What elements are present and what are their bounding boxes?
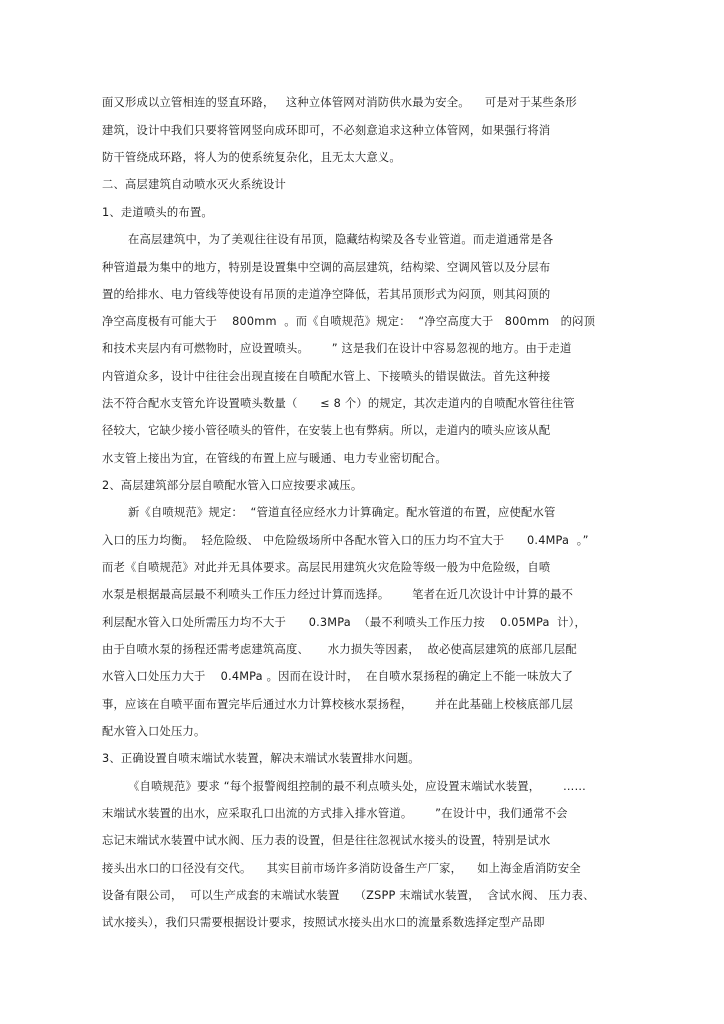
text-line: 而老《自喷规范》对此并无具体要求。高层民用建筑火灾危险等级一般为中危险级，自喷 <box>102 561 551 574</box>
text-line: 在高层建筑中，为了美观往往设有吊顶，隐藏结构梁及各专业管道。而走道通常是各 <box>128 233 554 246</box>
text-line: 配水管入口处压力。 <box>102 725 206 738</box>
text-line: 忘记末端试水装置中试水阀、压力表的设置，但是往往忽视试水接头的设置，特别是试水 <box>102 834 551 847</box>
text-line: 末端试水装置的出水，应采取孔口出流的方式排入排水管道。 ”在设计中，我们通常不会 <box>102 807 568 820</box>
text-line: 利层配水管入口处所需压力均不大于 0.3MPa （最不利喷头工作压力按 0.05MPa 计）， <box>102 616 587 629</box>
text-line: 试水接头），我们只需要根据设计要求，按照试水接头出水口的流量系数选择定型产品即 <box>102 916 545 929</box>
section-heading: 二、高层建筑自动喷水灭火系统设计 <box>102 178 286 191</box>
text-line: 接头出水口的口径没有交代。 其实目前市场许多消防设备生产厂家， 如上海金盾消防安全 <box>102 862 581 875</box>
text-line: 面又形成以立管相连的竖直环路， 这种立体管网对消防供水最为安全。 可是对于某些条形 <box>102 96 577 109</box>
text-line: 置的给排水、电力管线等使设有吊顶的走道净空降低，若其吊顶形式为闷顶，则其闷顶的 <box>102 288 551 301</box>
subsection-heading: 2、高层建筑部分层自喷配水管入口应按要求减压。 <box>102 479 363 492</box>
subsection-heading: 3、正确设置自喷末端试水装置，解决末端试水装置排水问题。 <box>102 752 420 765</box>
text-line: 种管道最为集中的地方，特别是设置集中空调的高层建筑，结构梁、空调风管以及分层布 <box>102 261 551 274</box>
text-line: 防干管绕成环路，将人为的使系统复杂化，且无太大意义。 <box>102 151 401 164</box>
text-line: 水泵是根据最高层最不利喷头工作压力经过计算而选择。 笔者在近几次设计中计算的最不 <box>102 588 574 601</box>
text-line: 建筑，设计中我们只要将管网竖向成环即可，不必刻意追求这种立体管网，如果强行将消 <box>102 124 551 137</box>
text-line: 径较大，它缺少接小管径喷头的管件，在安装上也有弊病。所以，走道内的喷头应该从配 <box>102 424 551 437</box>
text-line: 和技术夹层内有可燃物时，应设置喷头。 ” 这是我们在设计中容易忽视的地方。由于走道 <box>102 342 572 355</box>
text-line: 由于自喷水泵的扬程还需考虑建筑高度、 水力损失等因素， 故必使高层建筑的底部几层配 <box>102 643 577 656</box>
text-line: 入口的压力均衡。 轻危险级、 中危险级场所中各配水管入口的压力均不宜大于 0.4MPa 。” <box>102 534 589 547</box>
text-line: 《自喷规范》要求 “每个报警阀组控制的最不利点喷头处，应设置末端试水装置， …… <box>128 780 586 793</box>
text-line: 内管道众多，设计中往往会出现直接在自喷配水管上、下接喷头的错误做法。首先这种接 <box>102 370 551 383</box>
text-line: 水管入口处压力大于 0.4MPa 。因而在设计时， 在自喷水泵扬程的确定上不能一味放大了 <box>102 670 574 683</box>
text-line: 事，应该在自喷平面布置完毕后通过水力计算校核水泵扬程， 并在此基础上校核底部几层 <box>102 698 574 711</box>
text-line: 新《自喷规范》规定： “管道直径应经水力计算确定。配水管道的布置，应使配水管 <box>128 506 556 519</box>
subsection-heading: 1、走道喷头的布置。 <box>102 206 213 219</box>
text-line: 净空高度极有可能大于 800mm 。而《自喷规范》规定： “净空高度大于 800mm 的闷顶 <box>102 315 596 328</box>
text-line: 法不符合配水支管允许设置喷头数量（ ≤ 8 个）的规定，其次走道内的自喷配水管往往管 <box>102 397 575 410</box>
text-line: 水支管上接出为宜，在管线的布置上应与暖通、电力专业密切配合。 <box>102 452 447 465</box>
text-line: 设备有限公司， 可以生产成套的末端试水装置 （ZSPP 末端试水装置， 含试水阀、 压力表、 <box>102 889 595 902</box>
